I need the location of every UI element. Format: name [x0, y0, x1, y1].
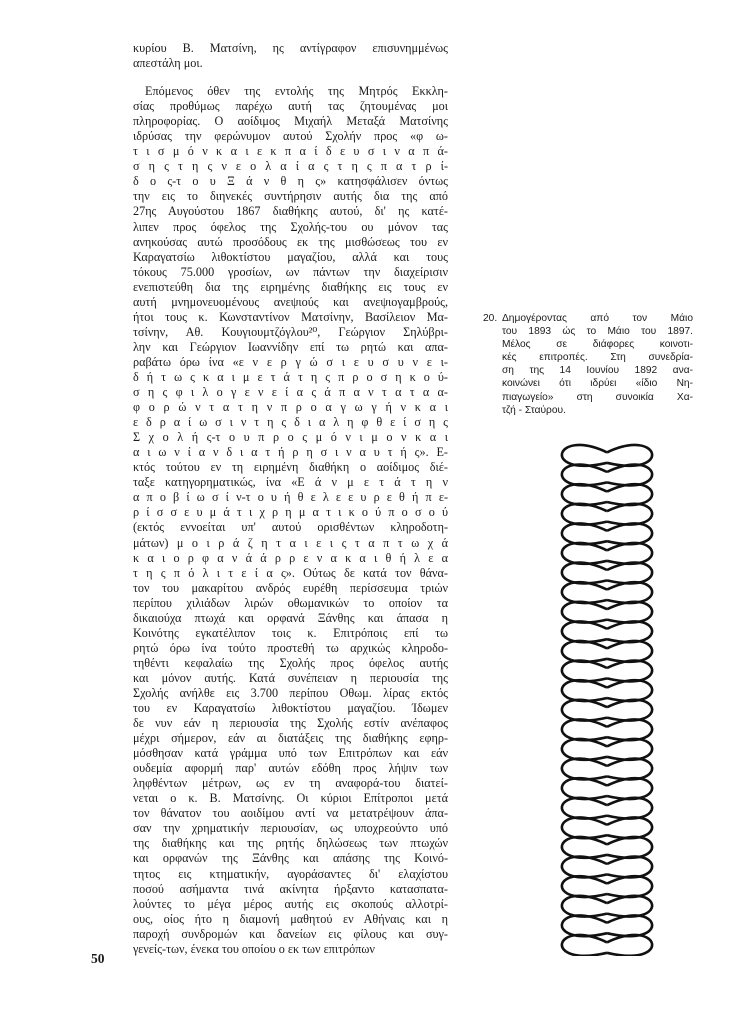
text-line: α ι ω ν ί α ν δ ι α τ ή ρ η σ ι ν α υ τ ή ς». Ε-: [133, 445, 448, 460]
loop-left: [562, 915, 607, 936]
footnote-line: Μέλος σε διάφορες κοινοτι-: [502, 339, 693, 351]
text-line: τ ι σ μ ό ν κ α ι ε κ π α ί δ ε υ σ ι ν α π ά-: [133, 144, 448, 159]
loop-right: [607, 504, 652, 525]
loop-left: [562, 719, 607, 740]
text-line: ανηκούσας αυτώ προσόδους εκ της μισθώσεως του εν: [133, 234, 448, 249]
text-line: Σ χ ο λ ή ς-τ ο υ π ρ ο ς μ ό ν ι μ ο ν κ α ι: [133, 430, 448, 445]
loop-right: [607, 465, 652, 486]
loop-right: [607, 719, 652, 740]
loop-right: [607, 661, 652, 682]
loop-left: [562, 876, 607, 897]
text-line: και ορφανών της Ξάνθης και απάσης της Κοινό-: [133, 851, 448, 866]
loop-right: [607, 523, 652, 544]
loop-left: [562, 445, 607, 466]
text-line: ιδρύσας την φερώνυμον αυτού Σχολήν προς «φ ω-: [133, 129, 448, 144]
loop-right: [607, 915, 652, 936]
text-line: περίπου χιλιάδων λιρών οθωμανικών το οποίον τα: [133, 595, 448, 610]
loop-left: [562, 817, 607, 838]
loop-left: [562, 504, 607, 525]
text-line: τόκους 75.000 γροσίων, ων πάντων την διαχείρισιν: [133, 264, 448, 279]
loop-right: [607, 700, 652, 721]
loop-right: [607, 876, 652, 897]
text-line: γενείς-των, ένεκα του οποίου ο εκ των επιτρόπων: [133, 941, 375, 956]
text-line: σίας προθύμως παρέχω αυτή τας ζητουμένας μοι: [133, 99, 448, 114]
loop-left: [562, 602, 607, 623]
loop-right: [607, 759, 652, 780]
vertical-loop-flourish: [540, 436, 675, 956]
loop-left: [562, 778, 607, 799]
loop-left: [562, 641, 607, 662]
loop-left: [562, 739, 607, 760]
footnote-line: κοινώνει ότι ιδρύει «ίδιο Νη-: [502, 378, 693, 390]
footnote-line: πιαγωγείο» στη συνοικία Χα-: [502, 391, 693, 403]
text-line: παροχή συνδρομών και δανείων εις φίλους και συγ-: [133, 926, 448, 941]
text-line: κυρίου Β. Ματσίνη, ης αντίγραφον επισυνημμένως: [133, 41, 448, 55]
loop-left: [562, 798, 607, 819]
loop-right: [607, 641, 652, 662]
text-line: κ α ι ο ρ φ α ν ά ά ρ ρ ε ν α κ α ι θ ή λ ε α: [133, 550, 448, 565]
text-line: ουδεμία αφορμή παρ' αυτών εδόθη προς λήψιν των: [133, 761, 448, 776]
paragraph-gap: [133, 71, 448, 84]
loop-left: [562, 523, 607, 544]
text-line: ήτοι τους κ. Κωνσταντίνον Ματσίνην, Βασίλειον Μα-: [133, 309, 448, 324]
loop-right: [607, 621, 652, 642]
loop-right: [607, 739, 652, 760]
loop-left: [562, 465, 607, 486]
text-line: ενεπιστεύθη δια της ειρημένης διαθήκης εις τους εν: [133, 279, 448, 294]
text-line: Καραγατσίω λιθοκτίστου μαγαζίου, αλλά και τους: [133, 249, 448, 264]
text-line: μέχρι σήμερον, εάν αι διατάξεις της διαθήκης εφηρ-: [133, 731, 448, 746]
loop-left: [562, 935, 607, 956]
loop-right: [607, 543, 652, 564]
footnote-line: τζή - Σταύρου.: [502, 404, 566, 416]
loop-left: [562, 759, 607, 780]
footnote: [483, 312, 693, 417]
loop-right: [607, 563, 652, 584]
text-line: ποσού ασήμαντα τινά ακίνητα ήρξαντο κατασπατα-: [133, 881, 448, 896]
text-line: ταξε κατηγορηματικώς, ίνα «Ε ά ν μ ε τ ά τ η ν: [133, 475, 448, 490]
text-line: δε νυν εάν η περιουσία της Σχολής εστίν ανέπαφος: [133, 716, 448, 731]
loop-left: [562, 837, 607, 858]
footnote-line: ση της 14 Ιουνίου 1892 ανα-: [502, 365, 693, 377]
text-line: (εκτός εννοείται υπ' αυτού ορισθέντων κληροδοτη-: [133, 520, 448, 535]
loop-right: [607, 798, 652, 819]
loop-right: [607, 602, 652, 623]
paragraph: [133, 41, 448, 71]
text-line: δικαιούχα πτωχά και ορφανά Ξάνθης και άπασα η: [133, 610, 448, 625]
loop-right: [607, 484, 652, 505]
text-line: Σχολής ανήλθε εις 3.700 περίπου Οθωμ. λίρας εκτός: [133, 685, 448, 700]
loop-right: [607, 857, 652, 878]
text-line: σ η ς φ ι λ ο γ ε ν ε ί α ς ά π α ν τ α τ α α-: [133, 385, 448, 400]
loop-left: [562, 582, 607, 603]
loop-right: [607, 680, 652, 701]
text-line: της διαθήκης και της ρητής δηλώσεως των πτωχών: [133, 836, 448, 851]
text-line: ε δ ρ α ί ω σ ι ν τ η ς δ ι α λ η φ θ ε ί σ η ς: [133, 415, 448, 430]
loop-right: [607, 445, 652, 466]
loop-left: [562, 621, 607, 642]
text-line: πληροφορίας. Ο αοίδιμος Μιχαήλ Μεταξά Ματσίνης: [133, 114, 448, 129]
text-line: απεστάλη μοι.: [133, 56, 203, 71]
loop-right: [607, 896, 652, 917]
text-line: λην και Γεώργιον Ιωαννίδην επί τω ρητώ και απα-: [133, 339, 448, 354]
loop-left: [562, 484, 607, 505]
footnote-line: του 1893 ώς το Μάιο του 1897.: [502, 326, 693, 338]
text-line: την εις το διηνεκές συντήρησιν αυτής δια της από: [133, 189, 448, 204]
loop-right: [607, 778, 652, 799]
text-line: ραβάτω όρω ίνα «ε ν ε ρ γ ώ σ ι ε υ σ υ ν ε ι-: [133, 354, 448, 369]
loop-left: [562, 896, 607, 917]
text-line: τητος εις κτηματικήν, αγοράσαντες δι' ελαχίστου: [133, 866, 448, 881]
text-line: λιπεν προς όφελος της Σχολής-του ου μόνον τας: [133, 219, 448, 234]
text-line: Επόμενος όθεν της εντολής της Μητρός Εκκλη-: [145, 84, 448, 99]
text-line: νεται ο κ. Β. Ματσίνης. Οι κύριοι Επίτροποι μετά: [133, 791, 448, 806]
paragraph: [133, 84, 448, 957]
text-line: σαν την χρηματικήν περιουσίαν, ως υποχρεούντο υπό: [133, 821, 448, 836]
loop-left: [562, 543, 607, 564]
text-line: δ ο ς-τ ο υ Ξ ά ν θ η ς» κατησφάλισεν όντως: [133, 174, 448, 189]
text-line: ους, οίος ήτο η διαμονή μαθητού εν Αθήναις και η: [133, 911, 448, 926]
loop-right: [607, 935, 652, 956]
text-line: Κοινότης εγκατέλιπον τοις κ. Επιτρόποις επί τω: [133, 625, 448, 640]
text-line: λούντες το μέγα μέρος αυτής εις σκοπούς αλλοτρί-: [133, 896, 448, 911]
text-line: του εν Καραγατσίω λιθοκτίστου μαγαζίου. Ίδωμεν: [133, 701, 448, 716]
text-line: α π ο β ί ω σ ί ν-τ ο υ ή θ ε λ ε ε υ ρ ε θ ή π ε-: [133, 490, 448, 505]
text-line: φ ο ρ ώ ν τ α τ η ν π ρ ο α γ ω γ ή ν κ α ι: [133, 400, 448, 415]
text-line: τσίνην, Αθ. Κουγιουμτζόγλου²⁰, Γεώργιον Σηλύβρι-: [133, 324, 448, 339]
text-line: τ η ς π ό λ ι τ ε ί α ς». Ούτως δε κατά τον θάνα-: [133, 565, 448, 580]
loop-right: [607, 582, 652, 603]
footnote-number: 20.: [483, 313, 498, 324]
text-line: 27ης Αυγούστου 1867 διαθήκης αυτού, δι' ης κατέ-: [133, 204, 448, 219]
main-text-column: [133, 41, 448, 957]
footnote-line: κές επιτροπές. Στη συνεδρία-: [502, 352, 693, 364]
text-line: αυτή μνημονευομένους ανεψιούς και ανεψιογαμβρούς,: [133, 294, 448, 309]
text-line: μόσθησαν κατά γράμμα υπό των Επιτρόπων και εάν: [133, 746, 448, 761]
loop-right: [607, 817, 652, 838]
text-line: κτός τούτου εν τη ειρημένη διαθήκη ο αοίδιμος διέ-: [133, 460, 448, 475]
text-line: τον θάνατον του αοιδίμου αντί να μετατρέψουν άπα-: [133, 806, 448, 821]
text-line: ληφθέντων μέτρων, ως εν τη αναφορά-του διατεί-: [133, 776, 448, 791]
text-line: τον του μακαρίτου ανδρός ευρέθη περίσσευμα τριών: [133, 580, 448, 595]
text-line: σ η ς τ η ς ν ε ο λ α ί α ς τ η ς π α τ ρ ί-: [133, 159, 448, 174]
page-number: 50: [91, 951, 105, 966]
footnote-text: [502, 312, 693, 417]
text-line: τηθέντι κεφαλαίω της Σχολής προς όφελος αυτής: [133, 655, 448, 670]
text-line: ρ ί σ σ ε υ μ ά τ ι χ ρ η μ α τ ι κ ο ύ π ο σ ο ύ: [133, 505, 448, 520]
text-line: δ ή τ ω ς κ α ι μ ε τ ά τ η ς π ρ ο σ η κ ο ύ-: [133, 369, 448, 384]
footnote-line: Δημογέροντας από τον Μάιο: [502, 313, 693, 324]
text-line: και μόνον αυτής. Κατά συνέπειαν η περιουσία της: [133, 670, 448, 685]
loop-left: [562, 563, 607, 584]
loop-right: [607, 837, 652, 858]
loop-left: [562, 661, 607, 682]
loop-left: [562, 857, 607, 878]
loop-left: [562, 680, 607, 701]
text-line: μάτων) μ ο ι ρ ά ζ η τ α ι ε ι ς τ α π τ ω χ ά: [133, 535, 448, 550]
text-line: ρητώ όρω ίνα τούτο προστεθή τω αρχικώς κληροδο-: [133, 640, 448, 655]
loop-left: [562, 700, 607, 721]
